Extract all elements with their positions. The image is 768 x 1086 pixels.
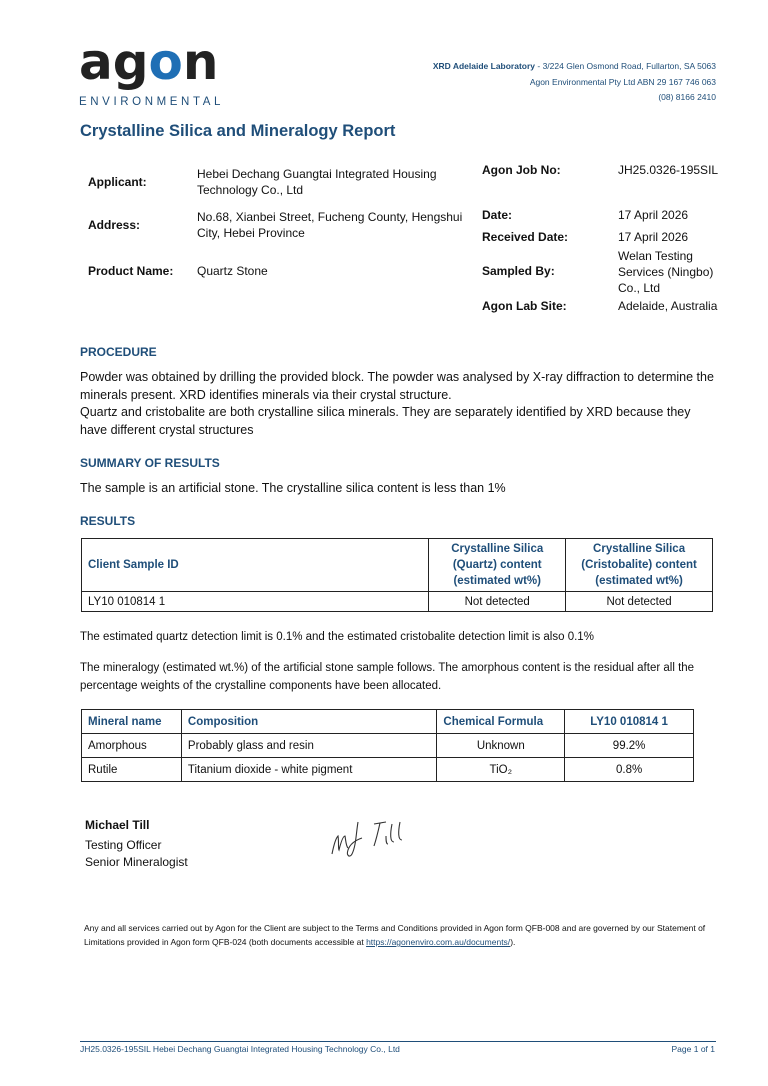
signature-graphic [328,814,418,862]
results-header-cristobalite: Crystalline Silica (Cristobalite) content (estimated wt%) [566,539,713,592]
lab-info [433,59,716,106]
signature [328,814,418,865]
logo-wordmark: agon [79,33,219,91]
job-value: JH25.0326-195SIL [618,163,719,177]
terms-text [84,921,724,949]
sampled-label: Sampled By: [482,264,555,278]
mineral-header-formula: Chemical Formula [437,710,565,734]
terms-end: ). [510,937,516,947]
mineral-cell-name: Rutile [82,758,182,782]
summary-heading: SUMMARY OF RESULTS [80,456,220,470]
results-cell-sample-id: LY10 010814 1 [82,592,429,612]
mineral-cell-value: 0.8% [565,758,694,782]
results-header-sample-id: Client Sample ID [82,539,429,592]
report-title: Crystalline Silica and Mineralogy Report [80,122,396,140]
date-label: Date: [482,208,513,222]
mineral-table [81,709,694,782]
procedure-paragraph-1: Powder was obtained by drilling the provided block. The powder was analysed by X-ray diffraction to determine the minerals present. XRD identifies minerals via their crystal structure. [80,370,714,402]
terms-body: Any and all services carried out by Agon for the Client are subject to the Terms and Conditions provided in Agon form QFB-008 and are governed by our Statement of Limitations provided in Agon form QFB-024 (both documents accessible at [84,923,706,947]
applicant-label: Applicant: [88,175,147,189]
results-header-quartz: Crystalline Silica (Quartz) content (estimated wt%) [429,539,566,592]
received-label: Received Date: [482,230,569,244]
mineral-cell-composition: Probably glass and resin [181,734,436,758]
sampled-value: Welan Testing Services (Ningbo) Co., Ltd [618,249,714,295]
signatory-role-1: Testing Officer [85,838,162,852]
procedure-heading: PROCEDURE [80,345,157,359]
mineral-cell-formula: TiO₂ [437,758,565,782]
procedure-text [80,369,720,439]
mineral-cell-formula: Unknown [437,734,565,758]
mineral-cell-composition: Titanium dioxide - white pigment [181,758,436,782]
product-value: Quartz Stone [197,264,268,278]
results-cell-cristobalite: Not detected [566,592,713,612]
mineral-header-name: Mineral name [82,710,182,734]
signatory-role-2: Senior Mineralogist [85,855,188,869]
mineral-header-sample: LY10 010814 1 [565,710,694,734]
job-label: Agon Job No: [482,163,561,177]
documents-link[interactable]: https://agonenviro.com.au/documents/ [366,937,511,947]
site-label: Agon Lab Site: [482,299,567,313]
mineral-cell-value: 99.2% [565,734,694,758]
address-label: Address: [88,218,141,232]
mineral-cell-name: Amorphous [82,734,182,758]
mineral-header-row [82,710,694,734]
received-value: 17 April 2026 [618,230,689,244]
table-row [82,758,694,782]
signatory-name: Michael Till [85,818,150,832]
footer-divider [80,1041,716,1042]
table-row [82,734,694,758]
date-value: 17 April 2026 [618,208,689,222]
applicant-value: Hebei Dechang Guangtai Integrated Housing Technology Co., Ltd [197,167,437,197]
mineral-header-composition: Composition [181,710,436,734]
lab-name: XRD Adelaide Laboratory [432,61,536,71]
lab-address: - 3/224 Glen Osmond Road, Fullarton, SA 5063 [535,61,716,71]
procedure-paragraph-2: Quartz and cristobalite are both crystalline silica minerals. They are separately identified by XRD because they have different crystal structures [80,405,691,437]
results-header-row [82,539,713,592]
company-line: Agon Environmental Pty Ltd ABN 29 167 746 063 [529,76,716,87]
site-value: Adelaide, Australia [618,299,718,313]
address-value: No.68, Xianbei Street, Fucheng County, Hengshui City, Hebei Province [197,210,463,240]
footer-page-number: Page 1 of 1 [671,1044,715,1054]
logo-subtitle: ENVIRONMENTAL [79,96,224,108]
results-table [81,538,713,612]
lab-phone: (08) 8166 2410 [658,92,716,102]
footer-job-reference: JH25.0326-195SIL Hebei Dechang Guangtai Integrated Housing Technology Co., Ltd [80,1044,400,1054]
detection-note: The estimated quartz detection limit is 0.1% and the estimated cristobalite detection limit is also 0.1% [80,631,594,643]
results-heading: RESULTS [80,514,136,528]
agon-logo [79,33,224,112]
table-row [82,592,713,612]
mineralogy-note: The mineralogy (estimated wt.%) of the artificial stone sample follows. The amorphous content is the residual after all the percentage weights of the crystalline components have been allocated. [80,662,695,692]
product-label: Product Name: [88,264,174,278]
results-cell-quartz: Not detected [429,592,566,612]
summary-text: The sample is an artificial stone. The crystalline silica content is less than 1% [80,481,506,495]
